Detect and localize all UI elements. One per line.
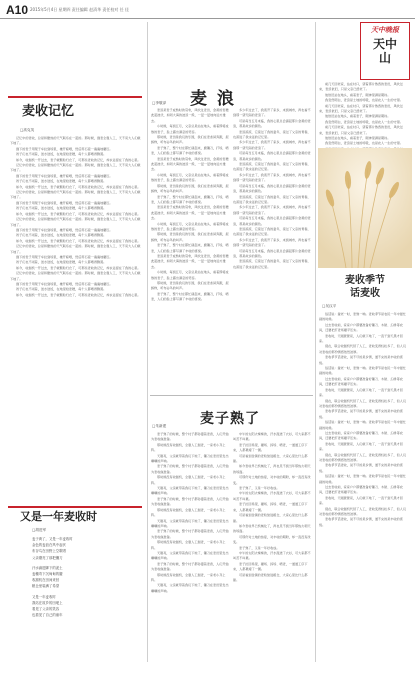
main-article-title: 麦 浪: [190, 89, 236, 109]
newspaper-brand: 天中晚报: [371, 25, 399, 34]
poem-body: 麦子黄了，又是一年麦收时 金色的麦浪在风中起伏 布谷鸟在田野上空歌唱 父亲磨亮了那把镰刀 汗水滴进脚下的泥土 麦穗弯下沉甸甸的腰 收割机在田间来回 粮仓里装满了希望 又是一年麦收时 我站在故乡的田埂上 看见了父亲的笑容 也看见了自己的童年: [32, 537, 73, 618]
left-article-title: 麦收记忆: [22, 104, 75, 119]
main-article-col-1: 麦浪是麦子成熟时的景象，风吹过麦田，金黄的麦穗此起彼伏，如同大海的波浪一般，一层一层地向远方推去。 小时候，每到五月，父亲总是站在地头，看着即将成熟的麦子，脸上露出满意的笑容。 那时候，麦田是我们的乐园，我们在麦垄间奔跑，捉蚂蚱，听布谷鸟的叫声。 麦子熟了，整个村庄都忙碌起来，磨镰刀，打场，晒麦，人们的脸上都写满了丰收的喜悦。 麦浪是麦子成熟时的景象，风吹过麦田，金黄的麦穗此起彼伏，如同大海的波浪一般，一层一层地向远方推去。 小时候，每到五月，父亲总是站在地头，看着即将成熟的麦子，脸上露出满意的笑容。 那时候，麦田是我们的乐园，我们在麦垄间奔跑，捉蚂蚱，听布谷鸟的叫声。 麦子熟了，整个村庄都忙碌起来，磨镰刀，打场，晒麦，人们的脸上都写满了丰收的喜悦。 麦浪是麦子成熟时的景象，风吹过麦田，金黄的麦穗此起彼伏，如同大海的波浪一般，一层一层地向远方推去。 小时候，每到五月，父亲总是站在地头，看着即将成熟的麦子，脸上露出满意的笑容。 那时候，麦田是我们的乐园，我们在麦垄间奔跑，捉蚂蚱，听布谷鸟的叫声。 麦子熟了，整个村庄都忙碌起来，磨镰刀，打场，晒麦，人们的脸上都写满了丰收的喜悦。 麦浪是麦子成熟时的景象，风吹过麦田，金黄的麦穗此起彼伏，如同大海的波浪一般，一层一层地向远方推去。 小时候，每到五月，父亲总是站在地头，看着即将成熟的麦子，脸上露出满意的笑容。 那时候，麦田是我们的乐园，我们在麦垄间奔跑，捉蚂蚱，听布谷鸟的叫声。 麦子熟了，整个村庄都忙碌起来，磨镰刀，打场，晒麦，人们的脸上都写满了丰收的喜悦。: [151, 108, 229, 302]
header-rule: [0, 18, 415, 19]
left-article-author: □高克英: [20, 128, 35, 132]
main-article-col-3: 前几天回老家，站在村口，望着那片熟悉的麦田，风吹过来，麦浪依旧，只是父亲已经老了。 他依旧站在地头，看着麦子，眼神里满是期待。 我忽然明白，麦浪是土地的呼吸，也是农人一生的守望。 前几天回老家，站在村口，望着那片熟悉的麦田，风吹过来，麦浪依旧，只是父亲已经老了。 他依旧站在地头，看着麦子，眼神里满是期待。 我忽然明白，麦浪是土地的呼吸，也是农人一生的守望。 前几天回老家，站在村口，望着那片熟悉的麦田，风吹过来，麦浪依旧，只是父亲已经老了。 他依旧站在地头，看着麦子，眼神里满是期待。 我忽然明白，麦浪是土地的呼吸，也是农人一生的守望。: [319, 82, 403, 146]
left-article-body: 记忆中的麦收，总是和酷热的天气联系在一起的。那时候，割麦全靠人工，天不亮大人们就下地了。 割下的麦子用架子车拉到场里，摊开晾晒，然后用石磙一遍遍地碾压。 孩子们也不闲着，送水送饭，在地里拾麦穗，每个人都晒得黝黑。 如今，收割机一开过去，麦子就颗粒归仓了，可那些麦收的记忆，却永远留在了我的心里。 记忆中的麦收，总是和酷热的天气联系在一起的。那时候，割麦全靠人工，天不亮大人们就下地了。 割下的麦子用架子车拉到场里，摊开晾晒，然后用石磙一遍遍地碾压。 孩子们也不闲着，送水送饭，在地里拾麦穗，每个人都晒得黝黑。 如今，收割机一开过去，麦子就颗粒归仓了，可那些麦收的记忆，却永远留在了我的心里。 记忆中的麦收，总是和酷热的天气联系在一起的。那时候，割麦全靠人工，天不亮大人们就下地了。 割下的麦子用架子车拉到场里，摊开晾晒，然后用石磙一遍遍地碾压。 孩子们也不闲着，送水送饭，在地里拾麦穗，每个人都晒得黝黑。 如今，收割机一开过去，麦子就颗粒归仓了，可那些麦收的记忆，却永远留在了我的心里。 记忆中的麦收，总是和酷热的天气联系在一起的。那时候，割麦全靠人工，天不亮大人们就下地了。 割下的麦子用架子车拉到场里，摊开晾晒，然后用石磙一遍遍地碾压。 孩子们也不闲着，送水送饭，在地里拾麦穗，每个人都晒得黝黑。 如今，收割机一开过去，麦子就颗粒归仓了，可那些麦收的记忆，却永远留在了我的心里。 记忆中的麦收，总是和酷热的天气联系在一起的。那时候，割麦全靠人工，天不亮大人们就下地了。 割下的麦子用架子车拉到场里，摊开晾晒，然后用石磙一遍遍地碾压。 孩子们也不闲着，送水送饭，在地里拾麦穗，每个人都晒得黝黑。 如今，收割机一开过去，麦子就颗粒归仓了，可那些麦收的记忆，却永远留在了我的心里。 记忆中的麦收，总是和酷热的天气联系在一起的。那时候，割麦全靠人工，天不亮大人们就下地了。 割下的麦子用架子车拉到场里，摊开晾晒，然后用石磙一遍遍地碾压。 孩子们也不闲着，送水送饭，在地里拾麦穗，每个人都晒得黝黑。 如今，收割机一开过去，麦子就颗粒归仓了，可那些麦收的记忆，却永远留在了我的心里。: [10, 136, 141, 297]
main-article-col-2: 多少年过去了，我离开了家乡，来到城市，再也看不到那一望无际的麦浪了。 可是每当五月来临，我的心里总会涌起那片金黄的麦浪，那是故乡的颜色。 麦浪滚滚，它滚过了我的童年，滚过了父亲的青春，也滚进了我永远的记忆里。 多少年过去了，我离开了家乡，来到城市，再也看不到那一望无际的麦浪了。 可是每当五月来临，我的心里总会涌起那片金黄的麦浪，那是故乡的颜色。 麦浪滚滚，它滚过了我的童年，滚过了父亲的青春，也滚进了我永远的记忆里。 多少年过去了，我离开了家乡，来到城市，再也看不到那一望无际的麦浪了。 可是每当五月来临，我的心里总会涌起那片金黄的麦浪，那是故乡的颜色。 麦浪滚滚，它滚过了我的童年，滚过了父亲的青春，也滚进了我永远的记忆里。 多少年过去了，我离开了家乡，来到城市，再也看不到那一望无际的麦浪了。 可是每当五月来临，我的心里总会涌起那片金黄的麦浪，那是故乡的颜色。 麦浪滚滚，它滚过了我的童年，滚过了父亲的青春，也滚进了我永远的记忆里。 多少年过去了，我离开了家乡，来到城市，再也看不到那一望无际的麦浪了。 可是每当五月来临，我的心里总会涌起那片金黄的麦浪，那是故乡的颜色。 麦浪滚滚，它滚过了我的童年，滚过了父亲的青春，也滚进了我永远的记忆里。: [233, 108, 311, 269]
sidebar-body: 俗话说：蚕老一时，麦熟一晌。麦收季节是农民一年中最忙碌的时候。 过去麦收前，家家户户都要准备好镰刀、木锨、扫帚等农具，还要把打麦场碾平压实。 麦收时，天刚蒙蒙亮，人们就下地了，一直干到天黑才回家。 现在，联合收割机代替了人工，麦收变得轻松多了，但人们对麦收的那份情感依然浓厚。 麦收季节话麦收，说不尽的是乡情，道不完的是丰收的喜悦。 俗话说：蚕老一时，麦熟一晌。麦收季节是农民一年中最忙碌的时候。 过去麦收前，家家户户都要准备好镰刀、木锨、扫帚等农具，还要把打麦场碾平压实。 麦收时，天刚蒙蒙亮，人们就下地了，一直干到天黑才回家。 现在，联合收割机代替了人工，麦收变得轻松多了，但人们对麦收的那份情感依然浓厚。 麦收季节话麦收，说不尽的是乡情，道不完的是丰收的喜悦。 俗话说：蚕老一时，麦熟一晌。麦收季节是农民一年中最忙碌的时候。 过去麦收前，家家户户都要准备好镰刀、木锨、扫帚等农具，还要把打麦场碾平压实。 麦收时，天刚蒙蒙亮，人们就下地了，一直干到天黑才回家。 现在，联合收割机代替了人工，麦收变得轻松多了，但人们对麦收的那份情感依然浓厚。 麦收季节话麦收，说不尽的是乡情，道不完的是丰收的喜悦。 俗话说：蚕老一时，麦熟一晌。麦收季节是农民一年中最忙碌的时候。 过去麦收前，家家户户都要准备好镰刀、木锨、扫帚等农具，还要把打麦场碾平压实。 麦收时，天刚蒙蒙亮，人们就下地了，一直干到天黑才回家。 现在，联合收割机代替了人工，麦收变得轻松多了，但人们对麦收的那份情感依然浓厚。 麦收季节话麦收，说不尽的是乡情，道不完的是丰收的喜悦。: [319, 312, 406, 527]
section-rule: [8, 96, 142, 98]
column-rule: [315, 22, 316, 662]
column-name: 天中 山: [372, 37, 397, 65]
poem-author: □胡进军: [32, 528, 47, 532]
bottom-article-author: □朱新建: [152, 424, 167, 428]
bottom-article-title: 麦子熟了: [200, 411, 260, 427]
wheat-photo: [318, 148, 412, 268]
poem-title: 又是一年麦收时: [20, 510, 97, 523]
section-rule: [150, 395, 313, 396]
bottom-article-col-1: 麦子熟了的时候，整个村子都弥漫着麦香，人们开始为麦收做准备。 那时候没有收割机，全靠人工割麦，一家老小齐上阵。 天刚亮，父亲就带着我们下地了，镰刀在麦田里发出唰唰的声响。 麦子熟了的时候，整个村子都弥漫着麦香，人们开始为麦收做准备。 那时候没有收割机，全靠人工割麦，一家老小齐上阵。 天刚亮，父亲就带着我们下地了，镰刀在麦田里发出唰唰的声响。 麦子熟了的时候，整个村子都弥漫着麦香，人们开始为麦收做准备。 那时候没有收割机，全靠人工割麦，一家老小齐上阵。 天刚亮，父亲就带着我们下地了，镰刀在麦田里发出唰唰的声响。 麦子熟了的时候，整个村子都弥漫着麦香，人们开始为麦收做准备。 那时候没有收割机，全靠人工割麦，一家老小齐上阵。 天刚亮，父亲就带着我们下地了，镰刀在麦田里发出唰唰的声响。 麦子熟了的时候，整个村子都弥漫着麦香，人们开始为麦收做准备。 那时候没有收割机，全靠人工割麦，一家老小齐上阵。 天刚亮，父亲就带着我们下地了，镰刀在麦田里发出唰唰的声响。: [151, 432, 229, 593]
bottom-article-col-2: 中午的太阳火辣辣的，汗水湿透了衣衫，可大家都不叫苦不叫累。 麦子拉回场里，碾场、扬场、晒麦，一道道工序下来，人都累瘦了一圈。 可是看到金黄的麦粒装进粮仓，大家心里比什么都甜。 如今麦收早已机械化了，再也见不到当年那热火朝天的场面。 可那份对土地的热爱，对丰收的期盼，却一直没有改变。 麦子熟了，又是一年好收成。 中午的太阳火辣辣的，汗水湿透了衣衫，可大家都不叫苦不叫累。 麦子拉回场里，碾场、扬场、晒麦，一道道工序下来，人都累瘦了一圈。 可是看到金黄的麦粒装进粮仓，大家心里比什么都甜。 如今麦收早已机械化了，再也见不到当年那热火朝天的场面。 可那份对土地的热爱，对丰收的期盼，却一直没有改变。 麦子熟了，又是一年好收成。 中午的太阳火辣辣的，汗水湿透了衣衫，可大家都不叫苦不叫累。 麦子拉回场里，碾场、扬场、晒麦，一道道工序下来，人都累瘦了一圈。 可是看到金黄的麦粒装进粮仓，大家心里比什么都甜。: [233, 432, 311, 582]
column-logo: [360, 22, 410, 80]
page-meta: 2015年5月4日 星期四 责任编辑 赵清华 责任校对 任 佳: [30, 7, 129, 12]
page-number: A10: [6, 3, 29, 17]
column-rule: [147, 22, 148, 662]
wheat-illustration: [318, 148, 412, 268]
sidebar-author: □吴汉平: [322, 304, 337, 308]
sidebar-title: 麦收季节 话麦收: [345, 275, 385, 299]
main-article-author: □李敬泽: [152, 101, 167, 105]
